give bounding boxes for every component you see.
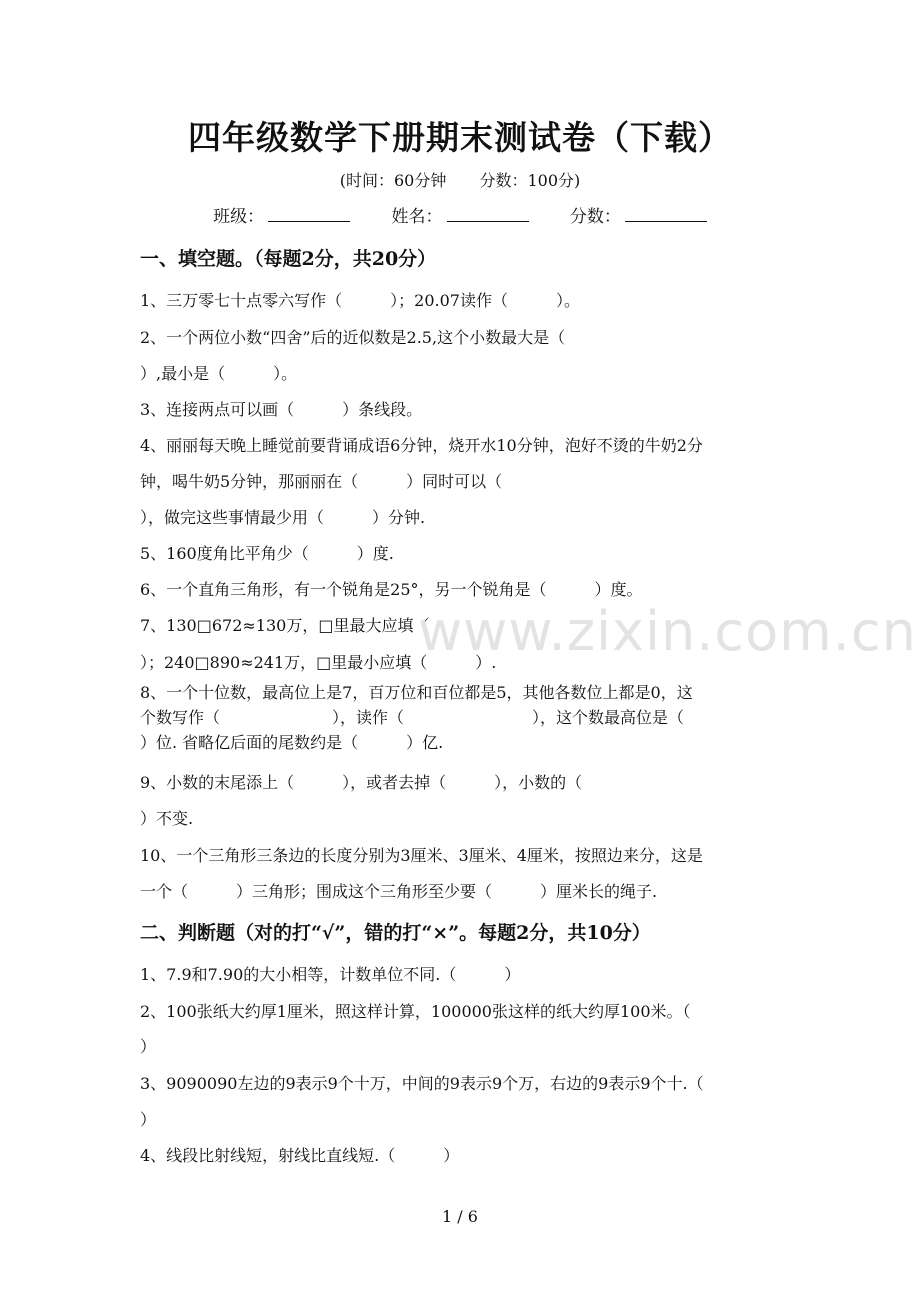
score-label: 分数：: [569, 207, 621, 227]
question-line: 1、三万零七十点零六写作（ ）；20.07读作（ ）。: [140, 291, 580, 310]
watermark-text: www.zixin.com.cn: [418, 600, 917, 663]
judgment-line: 1、7.9和7.90的大小相等，计数单位不同.（ ）: [140, 965, 521, 984]
question-line: 8、一个十位数，最高位上是7，百万位和百位都是5，其他各数位上都是0，这: [140, 683, 693, 702]
question-line: 钟，喝牛奶5分钟，那丽丽在（ ）同时可以（: [140, 472, 503, 491]
name-blank[interactable]: [447, 205, 529, 222]
question-line: 4、丽丽每天晚上睡觉前要背诵成语6分钟，烧开水10分钟，泡好不烫的牛奶2分: [140, 436, 703, 455]
name-label: 姓名：: [391, 207, 443, 227]
judgment-line: 4、线段比射线短，射线比直线短.（ ）: [140, 1146, 460, 1165]
exam-meta: [0, 168, 920, 191]
name-field: [392, 202, 529, 227]
question-line: ）不变.: [140, 809, 194, 828]
question-line: 7、130□672≈130万，□里最大应填（: [140, 616, 430, 635]
total-score: 分数：100分): [479, 171, 581, 190]
question-line: 9、小数的末尾添上（ ），或者去掉（ ），小数的（: [140, 773, 583, 792]
question-line: 10、一个三角形三条边的长度分别为3厘米、3厘米、4厘米，按照边来分，这是: [140, 846, 703, 865]
class-field: [213, 202, 350, 227]
question-line: 5、160度角比平角少（ ）度.: [140, 544, 394, 563]
page-number: 1 / 6: [442, 1207, 478, 1226]
question-line: ）位. 省略亿后面的尾数约是（ ）亿.: [140, 733, 444, 752]
question-line: 一个（ ）三角形；围成这个三角形至少要（ ）厘米长的绳子.: [140, 882, 658, 901]
section-2-heading: 二、判断题（对的打“√”，错的打“×”。每题2分，共10分）: [140, 922, 651, 944]
question-line: ），做完这些事情最少用（ ）分钟.: [140, 508, 426, 527]
score-field: [570, 202, 707, 227]
judgment-line: ）: [140, 1037, 157, 1056]
class-label: 班级：: [213, 207, 265, 227]
question-line: 6、一个直角三角形，有一个锐角是25°，另一个锐角是（ ）度。: [140, 580, 643, 599]
time-limit: (时间：60分钟: [339, 171, 447, 190]
score-blank[interactable]: [625, 205, 707, 222]
class-blank[interactable]: [268, 205, 350, 222]
section-1-heading: 一、填空题。（每题2分，共20分）: [140, 248, 437, 270]
question-line: ）；240□890≈241万，□里最小应填（ ）.: [140, 653, 497, 672]
document-title: 四年级数学下册期末测试卷（下载）: [188, 118, 732, 157]
question-line: ）,最小是（ ）。: [140, 364, 298, 383]
question-line: 3、连接两点可以画（ ）条线段。: [140, 400, 423, 419]
judgment-line: 2、100张纸大约厚1厘米，照这样计算，100000张这样的纸大约厚100米。（: [140, 1002, 691, 1021]
student-info-row: [0, 202, 920, 227]
judgment-line: 3、9090090左边的9表示9个十万，中间的9表示9个万，右边的9表示9个十.（: [140, 1074, 704, 1093]
judgment-line: ）: [140, 1110, 157, 1129]
question-line: 2、一个两位小数“四舍”后的近似数是2.5,这个小数最大是（: [140, 328, 566, 347]
question-line: 个数写作（ ），读作（ ），这个数最高位是（: [140, 708, 685, 727]
